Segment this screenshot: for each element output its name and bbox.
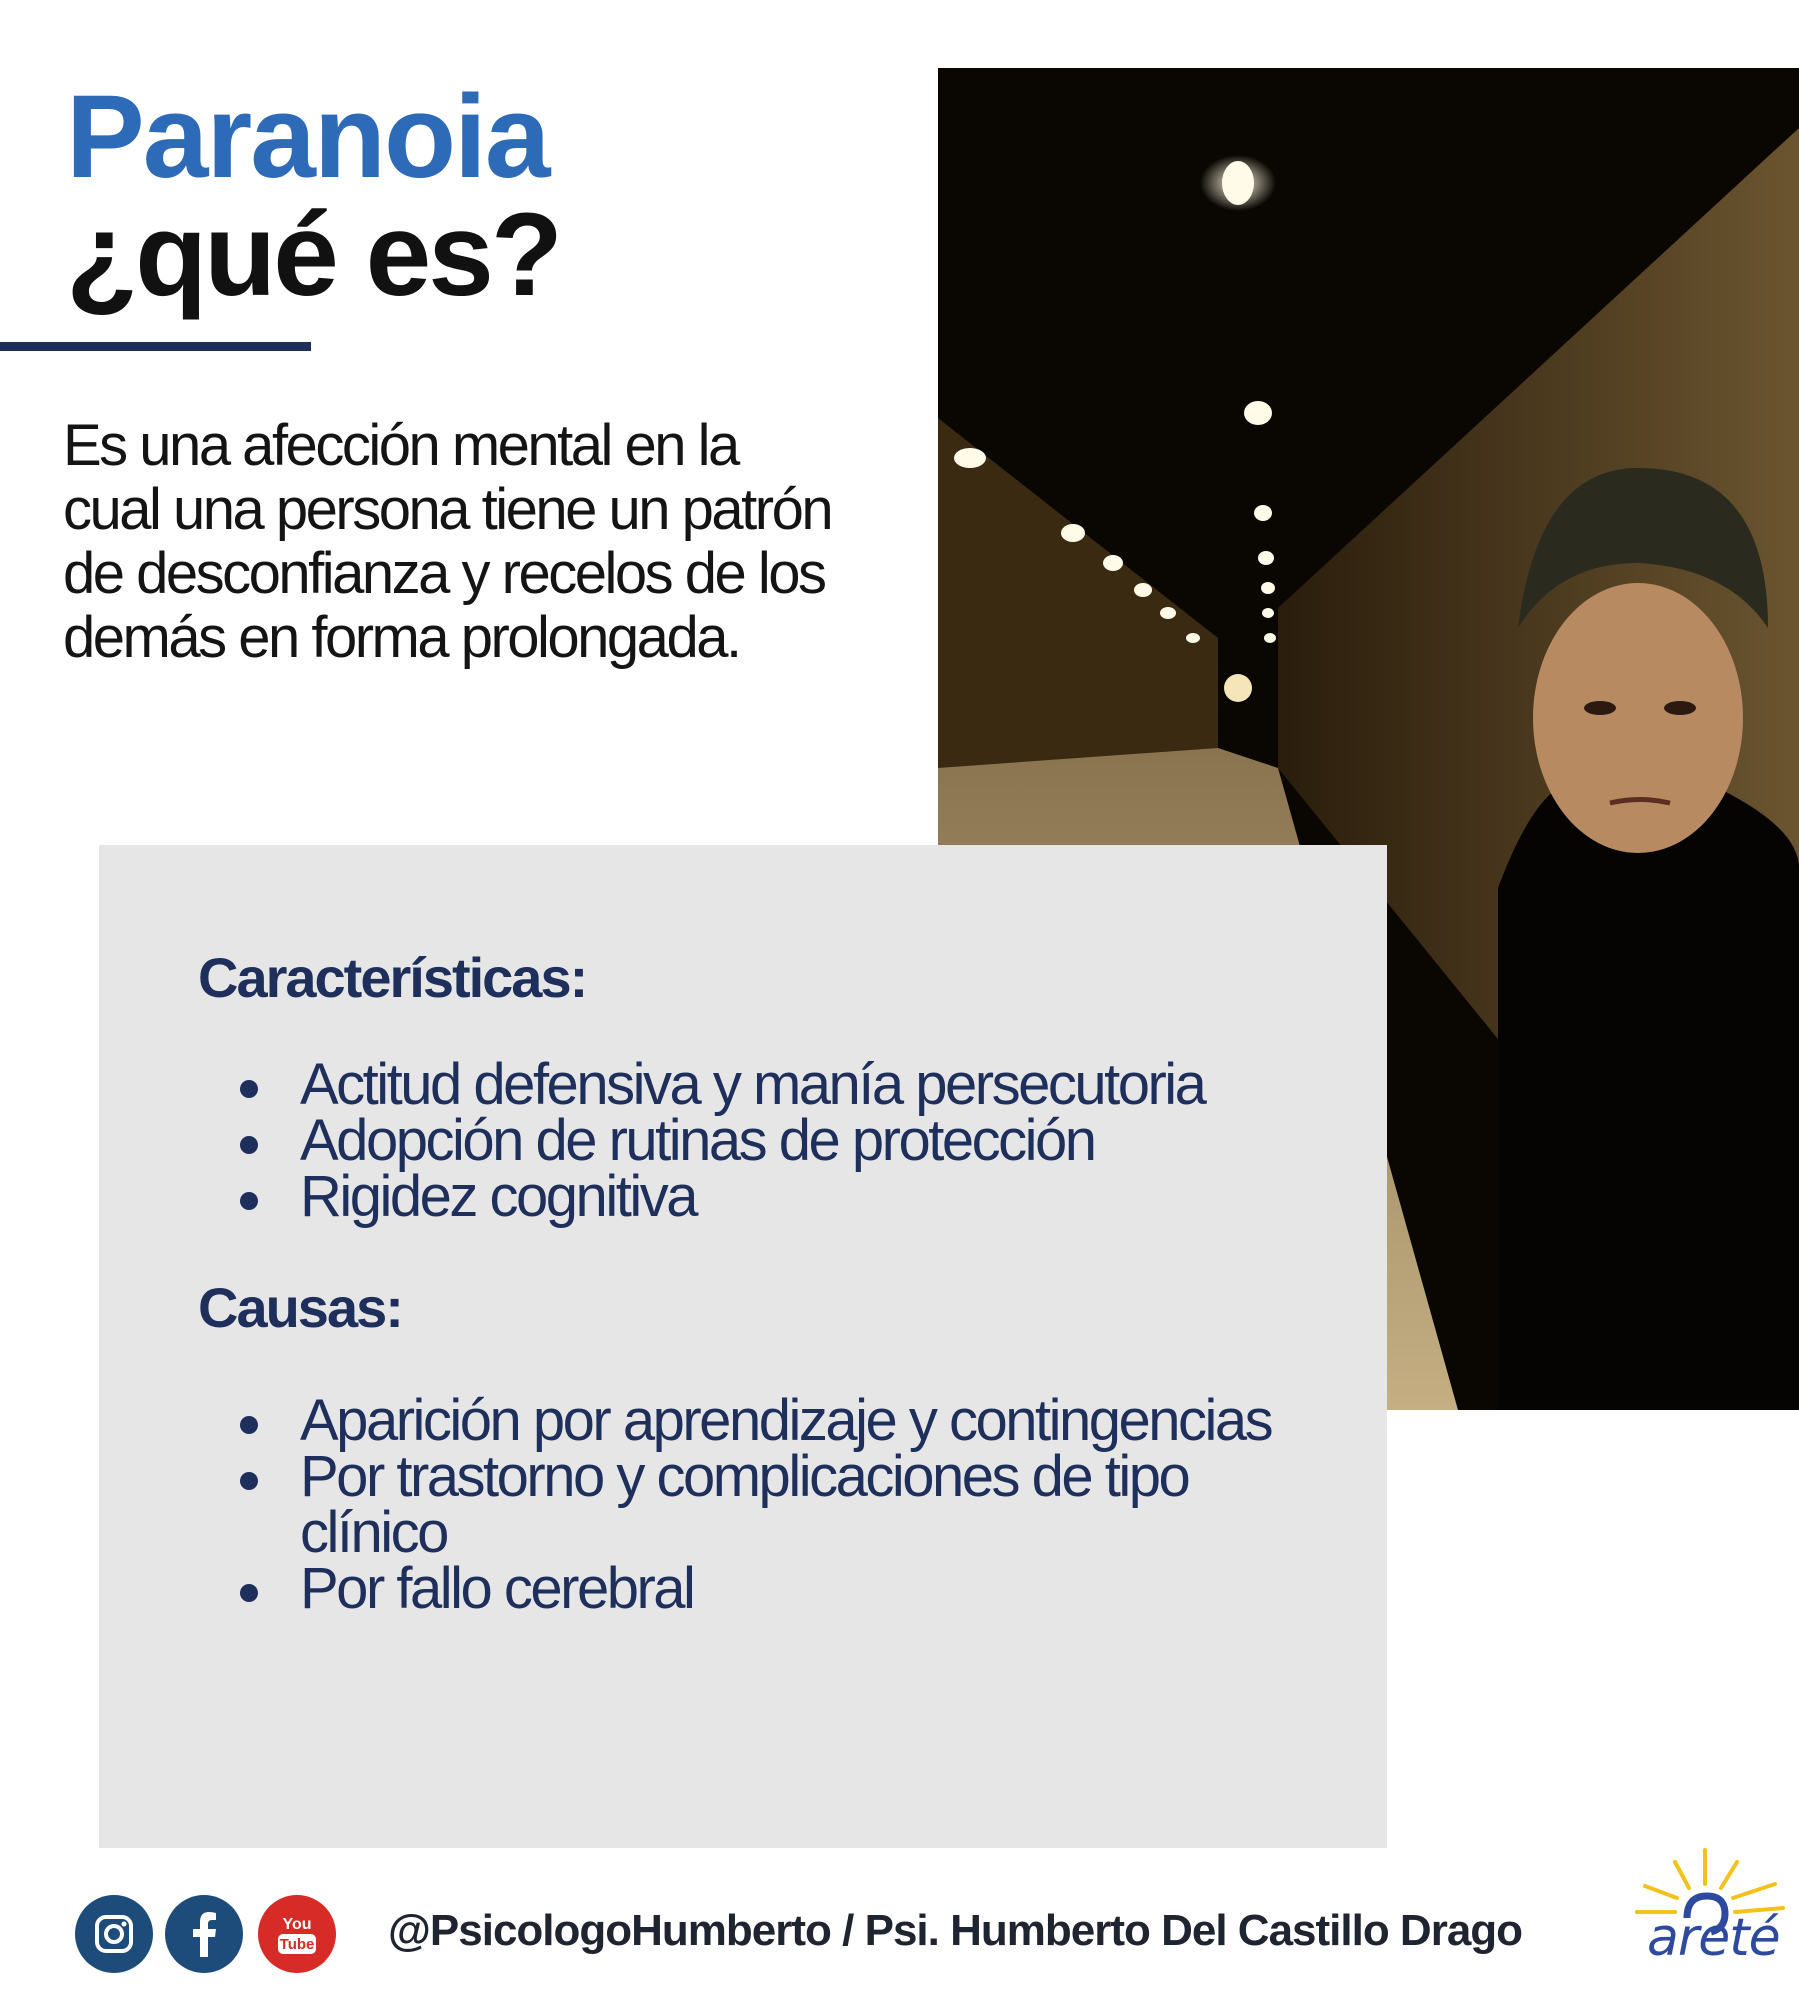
bullet-icon (240, 1584, 258, 1602)
list-item-text: Rigidez cognitiva (300, 1164, 696, 1229)
footer-handle: @PsicologoHumberto / Psi. Humberto Del Castillo Drago (388, 1906, 1523, 1955)
list-item-text: Por trastorno y complicaciones de tipo clínico (300, 1444, 1189, 1565)
list-item (198, 1108, 1338, 1173)
arete-logo-text: areté (1647, 1908, 1780, 1968)
list-item-text: Adopción de rutinas de protección (300, 1108, 1095, 1173)
page-title-line2: ¿qué es? (66, 189, 560, 321)
list-item (198, 1444, 1298, 1565)
bullet-icon (240, 1416, 258, 1434)
facebook-icon[interactable] (165, 1895, 243, 1973)
page-title-line1: Paranoia (66, 71, 549, 203)
bullet-icon (240, 1080, 258, 1098)
intro-text: Es una afección mental en la cual una persona tiene un patrón de desconfianza y recelos de los demás en forma prolongada. (63, 413, 832, 670)
list-item (198, 1556, 1298, 1621)
bullet-icon (240, 1136, 258, 1154)
bullet-icon (240, 1192, 258, 1210)
list-item (198, 1164, 1338, 1229)
list-item (198, 1388, 1298, 1453)
youtube-text-you: You (282, 1916, 312, 1933)
youtube-text-tube: Tube (279, 1936, 315, 1953)
list-item-text: Actitud defensiva y manía persecutoria (300, 1052, 1205, 1117)
title-underline (0, 342, 311, 351)
causas-list (198, 1388, 1298, 1621)
instagram-icon[interactable] (75, 1895, 153, 1973)
causas-heading: Causas: (198, 1276, 402, 1339)
caracteristicas-heading: Características: (198, 946, 587, 1009)
youtube-icon[interactable] (258, 1895, 336, 1973)
caracteristicas-list (198, 1052, 1338, 1229)
list-item-text: Aparición por aprendizaje y contingencias (300, 1388, 1272, 1453)
bullet-icon (240, 1472, 258, 1490)
arete-logo (1615, 1840, 1795, 1990)
list-item (198, 1052, 1338, 1117)
list-item-text: Por fallo cerebral (300, 1556, 694, 1621)
